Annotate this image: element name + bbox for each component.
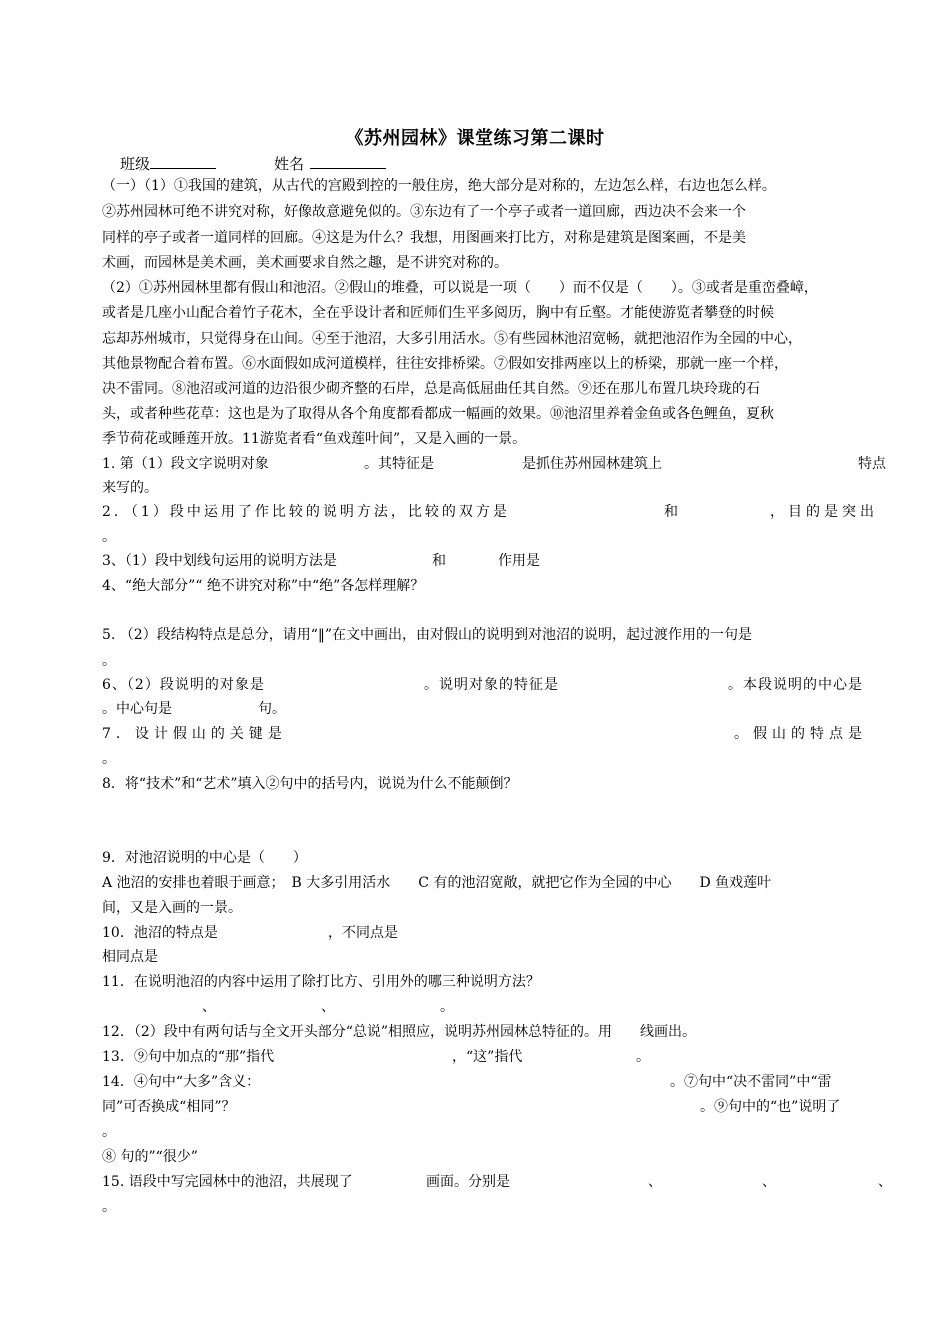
q1-part: 是抓住苏州园林建筑上: [522, 456, 662, 472]
q2-part: ，目的是突出: [770, 504, 878, 520]
question-10-cont: 相同点是: [102, 949, 158, 965]
q14-part: 。⑦句中“决不雷同”中“雷: [670, 1074, 832, 1090]
q2-part: 和: [664, 504, 678, 520]
passage-line: 同样的亭子或者一道同样的回廊。④这是为什么？我想，用图画来打比方，对称是建筑是图案画，不是美: [102, 230, 746, 246]
question-5: 5. （2）段结构特点是总分，请用“‖”在文中画出，由对假山的说明到对池沼的说明，起过渡作用的一句是: [102, 627, 753, 643]
question-11-blanks: 、 、 。: [202, 999, 454, 1015]
q15-part: 、: [878, 1174, 892, 1190]
passage-line: 季节荷花或睡莲开放。11游览者看“鱼戏莲叶间”，又是入画的一景。: [102, 431, 527, 447]
q14-part: 14．④句中“大多”含义：: [102, 1074, 261, 1090]
passage-line: （2）①苏州园林里都有假山和池沼。②假山的堆叠，可以说是一项（ ）而不仅是（ ）。③或者是重峦叠嶂，: [102, 280, 818, 296]
question-7: [102, 725, 892, 743]
question-3: [102, 552, 892, 570]
question-9-options-cont: 间，又是入画的一景。: [102, 900, 242, 916]
q15-part: 画面。分别是: [426, 1174, 510, 1190]
q14-part: 同”可否换成“相同”？: [102, 1099, 236, 1115]
q15-part: 、: [648, 1174, 662, 1190]
question-5-end: 。: [102, 653, 116, 669]
question-14-extra: ⑧ 句的”“很少”: [102, 1149, 198, 1165]
question-11: 11．在说明池沼的内容中运用了除打比方、引用外的哪三种说明方法？: [102, 974, 540, 990]
question-9-options: A 池沼的安排也着眼于画意； B 大多引用活水 C 有的池沼宽敞，就把它作为全园的中心 D 鱼戏莲叶: [102, 875, 772, 891]
name-label: 姓名: [274, 155, 305, 173]
name-blank[interactable]: [310, 152, 386, 169]
q6-part: 。说明对象的特征是: [424, 677, 559, 693]
q7-part: 7．设计假山的关键是: [102, 726, 287, 742]
q1-part: 。其特征是: [364, 456, 434, 472]
q15-part: 、: [762, 1174, 776, 1190]
question-6: [102, 676, 892, 694]
q10-part: 10．池沼的特点是: [102, 925, 218, 941]
question-6-cont: [102, 700, 892, 718]
passage-line: 忘却苏州城市，只觉得身在山间。④至于池沼，大多引用活水。⑤有些园林池沼宽畅，就把池沼作为全园的中心，: [102, 331, 802, 347]
question-4: 4、“绝大部分”“ 绝不讲究对称”中“绝”各怎样理解？: [102, 578, 425, 594]
passage-line: 其他景物配合着布置。⑥水面假如成河道模样，往往安排桥梁。⑦假如安排两座以上的桥梁，那就一座一个样，: [102, 356, 788, 372]
q14-part: 。⑨句中的“也”说明了: [700, 1099, 841, 1115]
passage-line: 决不雷同。⑧池沼或河道的边沿很少砌齐整的石岸，总是高低屈曲任其自然。⑨还在那儿布置几块玲珑的石: [102, 381, 760, 397]
q6-part: 。中心句是: [102, 701, 172, 717]
passage-line: ②苏州园林可绝不讲究对称，好像故意避免似的。③东边有了一个亭子或者一道回廊，西边决不会来一个: [102, 204, 746, 220]
question-13: [102, 1048, 892, 1066]
question-12: 12．（2）段中有两句话与全文开头部分“总说”相照应，说明苏州园林总特征的。用 线画出。: [102, 1024, 697, 1040]
passage-line: 术画，而园林是美术画，美术画要求自然之趣，是不讲究对称的。: [102, 255, 508, 271]
passage-line: 或者是几座小山配合着竹子花木，全在乎设计者和匠师们生平多阅历，胸中有丘壑。才能使游览者攀登的时候: [102, 305, 774, 321]
question-9: 9．对池沼说明的中心是（ ）: [102, 850, 307, 866]
q3-part: 和: [432, 553, 446, 569]
q7-part: 。假山的特点是: [734, 726, 867, 742]
question-14-end: 。: [102, 1124, 116, 1140]
question-15: [102, 1173, 892, 1191]
passage-line: （一）（1）①我国的建筑，从古代的宫殿到控的一般住房，绝大部分是对称的，左边怎么样，右边也怎么样。: [102, 178, 776, 194]
q3-part: 3、（1）段中划线句运用的说明方法是: [102, 553, 337, 569]
question-2-end: 。: [102, 529, 116, 545]
question-8: 8．将“技术”和“艺术”填入②句中的括号内，说说为什么不能颠倒？: [102, 776, 518, 792]
q10-part: ，不同点是: [328, 925, 398, 941]
q6-part: 句。: [258, 701, 286, 717]
page-title: 《苏州园林》课堂练习第二课时: [345, 128, 605, 149]
question-7-end: 。: [102, 751, 116, 767]
q3-part: 作用是: [498, 553, 540, 569]
q6-part: 6、（2）段说明的对象是: [102, 677, 265, 693]
q6-part: 。本段说明的中心是: [728, 677, 863, 693]
q15-part: 15. 语段中写完园林中的池沼，共展现了: [102, 1174, 353, 1190]
name-row: [120, 152, 386, 174]
q13-part: ，“这”指代: [452, 1049, 523, 1065]
question-1-cont: 来写的。: [102, 480, 158, 496]
question-1: [102, 455, 892, 473]
q13-part: 13．⑨句中加点的“那”指代: [102, 1049, 275, 1065]
question-14: [102, 1073, 892, 1091]
q1-part: 特点: [858, 456, 886, 472]
question-14-cont: [102, 1098, 892, 1116]
class-blank[interactable]: [150, 152, 216, 169]
question-15-end: 。: [102, 1199, 116, 1215]
q2-part: 2．（1）段中运用了作比较的说明方法，比较的双方是: [102, 504, 510, 520]
q13-part: 。: [636, 1049, 650, 1065]
q1-part: 1. 第（1）段文字说明对象: [102, 456, 269, 472]
question-2: [102, 503, 892, 521]
passage-line: 头，或者种些花草：这也是为了取得从各个角度都看都成一幅画的效果。⑩池沼里养着金鱼或各色鲤鱼，夏秋: [102, 406, 774, 422]
question-10: [102, 924, 892, 942]
class-label: 班级: [120, 155, 151, 173]
